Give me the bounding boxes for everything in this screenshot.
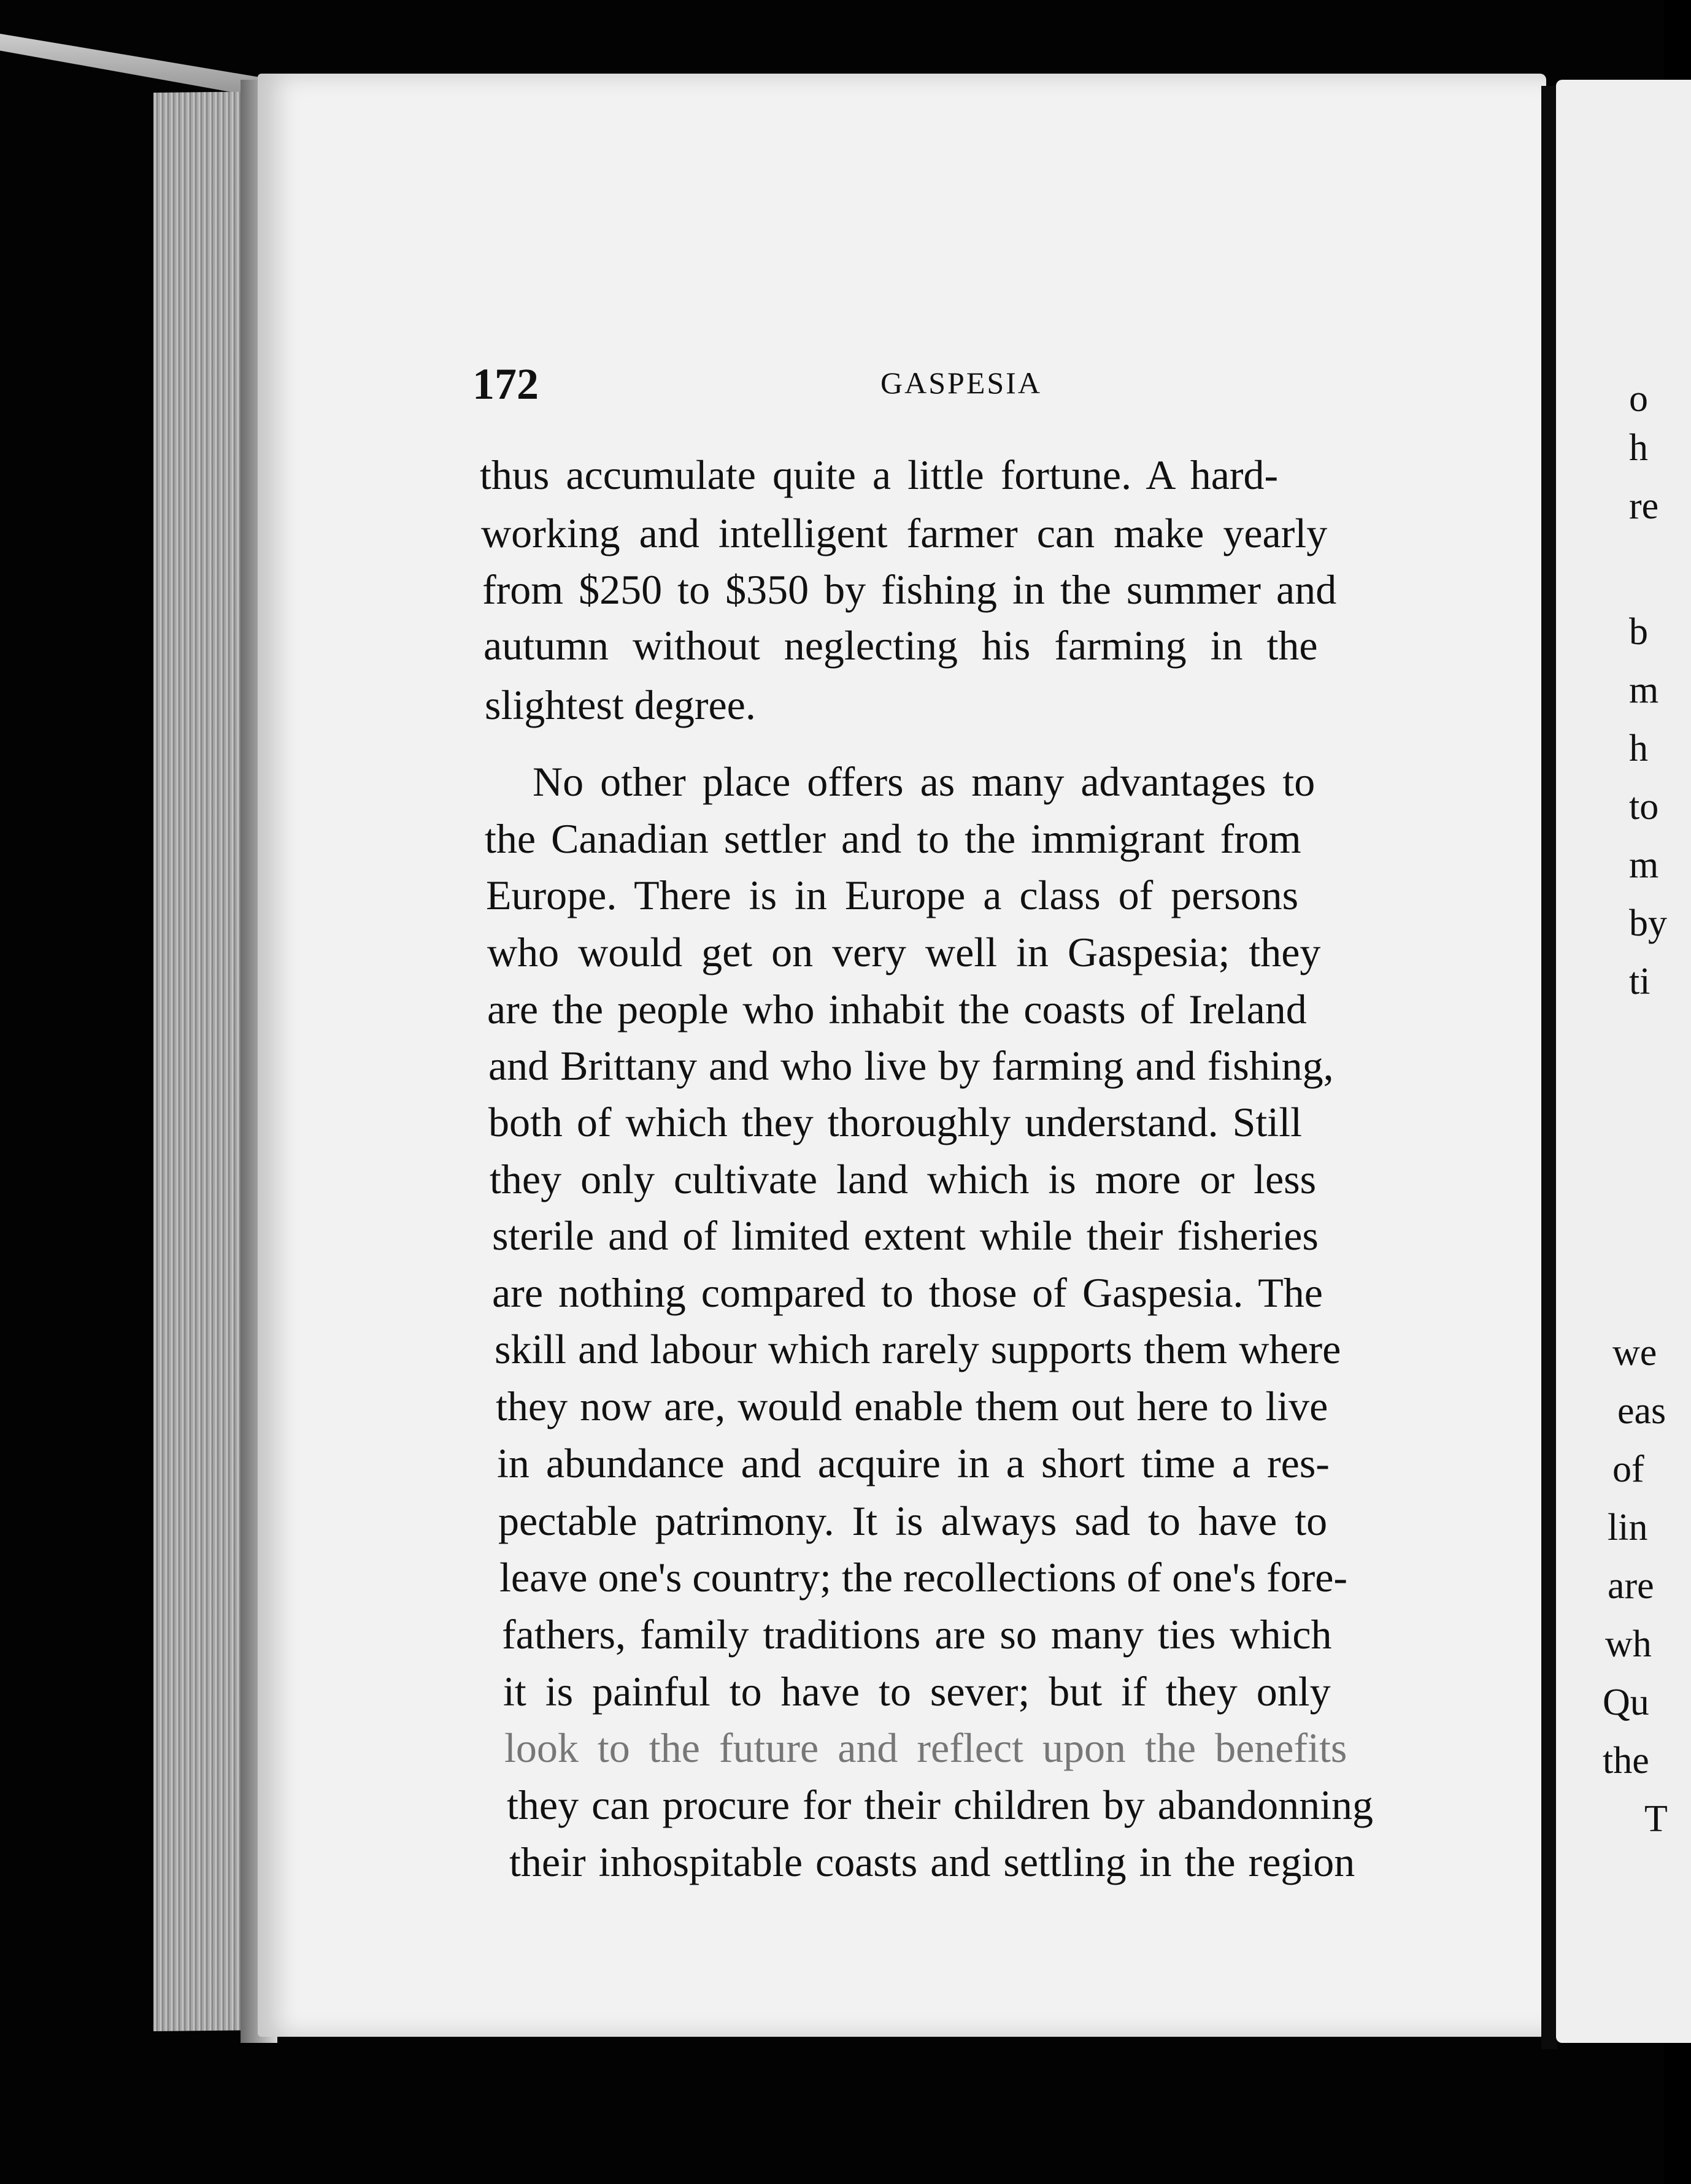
facing-page-fragment: by bbox=[1629, 902, 1667, 944]
facing-page-fragment: of bbox=[1612, 1448, 1644, 1490]
body-line: both of which they thoroughly understand. Still bbox=[488, 1099, 1302, 1145]
facing-page-fragment: lin bbox=[1608, 1507, 1648, 1548]
body-line: slightest degree. bbox=[485, 682, 756, 728]
body-line: they now are, would enable them out here to live bbox=[496, 1383, 1328, 1429]
body-line: working and intelligent farmer can make yearly bbox=[481, 510, 1328, 556]
facing-page-fragment: re bbox=[1629, 485, 1659, 527]
body-line: the Canadian settler and to the immigrant from bbox=[485, 815, 1301, 862]
facing-page-fragment: h bbox=[1629, 728, 1648, 769]
body-line: fathers, family traditions are so many ties which bbox=[502, 1611, 1332, 1658]
facing-page-fragment: m bbox=[1629, 844, 1659, 886]
body-line: it is painful to have to sever; but if they only bbox=[503, 1668, 1331, 1715]
book-gutter bbox=[1541, 86, 1557, 2049]
facing-page-fragment: we bbox=[1612, 1332, 1657, 1374]
body-line: they only cultivate land which is more or less bbox=[490, 1156, 1317, 1202]
running-head: GASPESIA bbox=[880, 366, 1042, 400]
body-line: pectable patrimony. It is always sad to have to bbox=[498, 1498, 1328, 1544]
body-line: are the people who inhabit the coasts of Ireland bbox=[487, 986, 1307, 1032]
body-line: Europe. There is in Europe a class of persons bbox=[486, 872, 1299, 918]
facing-page-fragment: ti bbox=[1629, 961, 1651, 1002]
body-line: No other place offers as many advantages to bbox=[533, 758, 1315, 805]
body-line: they can procure for their children by abandonning bbox=[507, 1782, 1374, 1828]
body-line: who would get on very well in Gaspesia; they bbox=[487, 929, 1321, 975]
body-line: and Brittany and who live by farming and fishing, bbox=[488, 1042, 1334, 1089]
body-line: from $250 to $350 by fishing in the summer and bbox=[482, 566, 1337, 613]
page-number: 172 bbox=[472, 360, 539, 409]
facing-page-fragment: m bbox=[1629, 669, 1659, 711]
facing-page-fragment: the bbox=[1603, 1740, 1649, 1782]
body-line: autumn without neglecting his farming in the bbox=[483, 622, 1318, 669]
facing-page-fragment: to bbox=[1629, 786, 1659, 828]
body-line: thus accumulate quite a little fortune. A hard- bbox=[480, 452, 1279, 498]
body-line: their inhospitable coasts and settling in the region bbox=[509, 1839, 1355, 1885]
body-line: leave one's country; the recollections of one's fore- bbox=[499, 1554, 1348, 1601]
page-corner bbox=[0, 34, 282, 101]
facing-page-fragment: h bbox=[1629, 427, 1648, 469]
facing-page-fragment: eas bbox=[1617, 1390, 1666, 1432]
body-line: in abundance and acquire in a short time a res- bbox=[497, 1440, 1330, 1486]
body-line: are nothing compared to those of Gaspesia. The bbox=[492, 1269, 1323, 1316]
body-line: skill and labour which rarely supports them where bbox=[495, 1326, 1341, 1372]
facing-page-fragment: b bbox=[1629, 611, 1648, 653]
body-line: look to the future and reflect upon the benefits bbox=[504, 1725, 1347, 1771]
body-line: sterile and of limited extent while their fisheries bbox=[492, 1212, 1319, 1259]
facing-page-fragment: are bbox=[1608, 1565, 1654, 1607]
facing-page-fragment: wh bbox=[1605, 1623, 1652, 1665]
facing-page-fragment: o bbox=[1629, 378, 1648, 420]
facing-page-fragment: Qu bbox=[1603, 1682, 1649, 1723]
facing-page-fragment: T bbox=[1644, 1798, 1668, 1840]
